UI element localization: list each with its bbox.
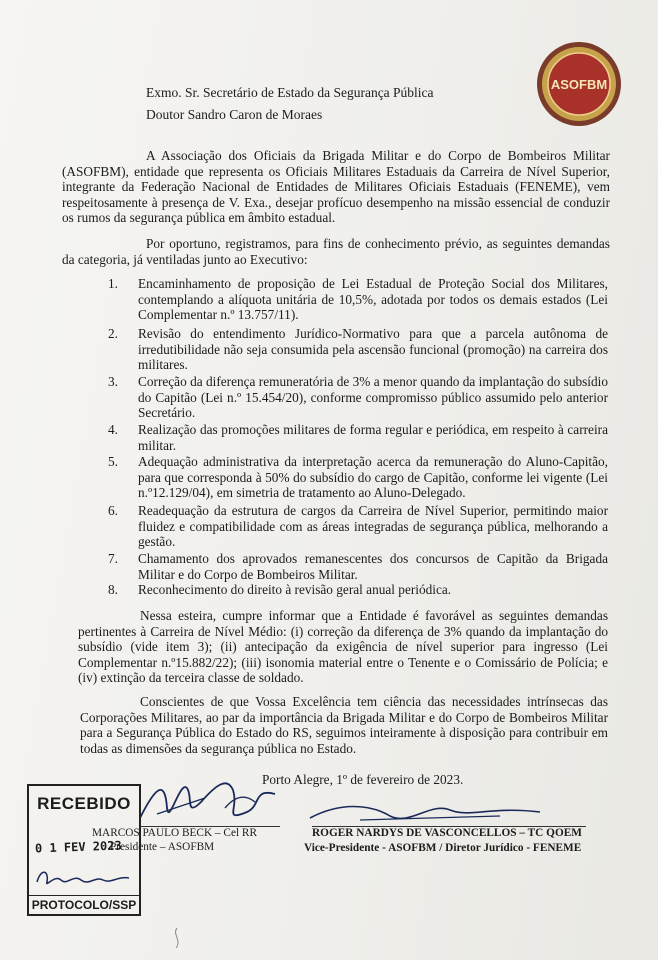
list-item-number: 8. [108, 582, 118, 597]
right-signer-name: ROGER NARDYS DE VASCONCELLOS – TC QOEM [312, 827, 582, 839]
addressee-line1: Exmo. Sr. Secretário de Estado da Segurança Pública [146, 85, 434, 100]
left-signature-scribble [135, 768, 285, 830]
list-item-number: 3. [108, 374, 118, 389]
list-item-text: Readequação da estrutura de cargos da Carreira de Nível Superior, permitindo maior fluidez e compatibilidade com as áreas integradas de segurança pública, melhorando a gestão. [138, 503, 608, 550]
right-signer-role: Vice-Presidente - ASOFBM / Diretor Jurídico - FENEME [304, 842, 582, 854]
list-item-text: Correção da diferença remuneratória de 3% a menor quando da implantação do subsídio do Capitão (Lei n.º 15.454/20), conforme compromisso público assumido pelo anterior Secretário. [138, 374, 608, 421]
stamp-signature-scribble [33, 866, 133, 890]
bottom-ink-mark [170, 926, 184, 950]
place-date: Porto Alegre, 1º de fevereiro de 2023. [262, 772, 464, 787]
left-signer-role: Presidente – ASOFBM [110, 841, 215, 853]
list-item-text: Revisão do entendimento Jurídico-Normativo para que a parcela autônoma de irredutibilidade não seja consumida pela ascensão funcional (promoção) na carreira dos militares. [138, 326, 608, 373]
stamp-date: 0 1 FEV 2023 [34, 838, 122, 856]
paragraph-intro: A Associação dos Oficiais da Brigada Militar e do Corpo de Bombeiros Militar (ASOFBM), entidade que representa os Oficiais Militares Estaduais da Carreira de Nível Superior, integrante da Federação Nacional de Entidades de Militares Oficiais Estaduais (FENEME), vem respeitosamente à presença de V. Exa., desejar profícuo desempenho na missão essencial de conduzir os rumos da segurança pública em âmbito estadual. [62, 148, 610, 226]
list-item-text: Chamamento dos aprovados remanescentes dos concursos de Capitão da Brigada Militar e do Corpo de Bombeiros Militar. [138, 551, 608, 582]
paragraph-closing: Conscientes de que Vossa Excelência tem ciência das necessidades intrínsecas das Corporações Militares, ao par da importância da Brigada Militar e do Corpo de Bombeiros Militar para a Segurança Pública do Estado do RS, seguimos inteiramente à disposição para contribuir em todas as dimensões da segurança pública no Estado. [80, 694, 608, 756]
list-item-number: 1. [108, 276, 118, 291]
list-item-number: 6. [108, 503, 118, 518]
stamp-footer: PROTOCOLO/SSP [29, 895, 139, 914]
stamp-title: RECEBIDO [37, 794, 131, 813]
list-item-text: Realização das promoções militares de forma regular e periódica, em respeito à carreira militar. [138, 422, 608, 453]
addressee-line2: Doutor Sandro Caron de Moraes [146, 107, 323, 122]
list-item-text: Reconhecimento do direito à revisão geral anual periódica. [138, 582, 452, 597]
list-item-text: Adequação administrativa da interpretação acerca da remuneração do Aluno-Capitão, para que corresponda à 50% do subsídio do cargo de Capitão, conforme lei vigente (Lei n.º12.129/04), em simetria de tratamento ao Aluno-Delegado. [138, 454, 608, 501]
asofbm-logo [535, 40, 623, 128]
received-stamp [27, 784, 141, 916]
paragraph-demands-intro: Por oportuno, registramos, para fins de conhecimento prévio, as seguintes demandas da categoria, já ventiladas junto ao Executivo: [62, 236, 610, 267]
logo-text: ASOFBM [550, 77, 608, 92]
list-item-number: 4. [108, 422, 118, 437]
left-signer-name: MARCOS PAULO BECK – Cel RR [92, 827, 257, 839]
list-item-number: 2. [108, 326, 118, 341]
paragraph-nivel-medio: Nessa esteira, cumpre informar que a Entidade é favorável as seguintes demandas pertinentes à Carreira de Nível Médio: (i) correção da diferença de 3% quando da implantação do subsídio (vide item 3); (ii) antecipação da exigência de nível superior para ingresso (Lei Complementar n.º15.882/22); (iii) isonomia material entre o Tenente e o Comissário de Polícia; e (iv) extinção da terceira classe de soldado. [78, 608, 608, 686]
list-item-text: Encaminhamento de proposição de Lei Estadual de Proteção Social dos Militares, contemplando a alíquota unitária de 10,5%, adotada por todos os demais estados (Lei Complementar n.º 13.757/11). [138, 276, 608, 323]
list-item-number: 7. [108, 551, 118, 566]
list-item-number: 5. [108, 454, 118, 469]
